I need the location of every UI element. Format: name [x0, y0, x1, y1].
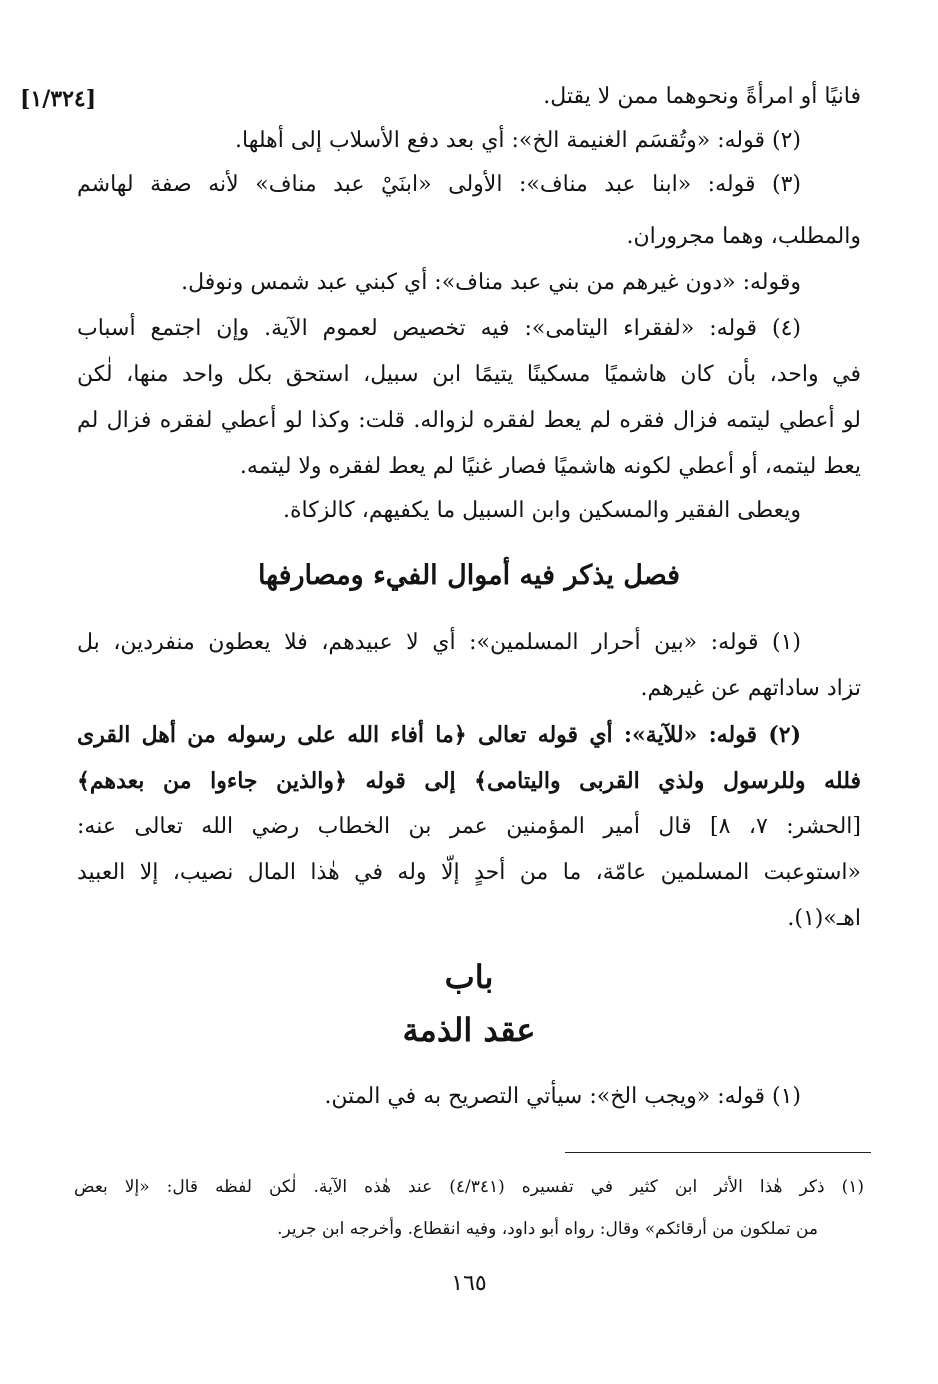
- section-line: (٢) قوله: «للآية»: أي قوله تعالى ﴿ما أفاء الله على رسوله من أهل القرى: [77, 722, 801, 748]
- section-line: [الحشر: ٧، ٨] قال أمير المؤمنين عمر بن الخطاب رضي الله تعالى عنه:: [77, 814, 862, 839]
- section-line: فلله وللرسول ولذي القربى واليتامى﴾ إلى قوله ﴿والذين جاءوا من بعدهم﴾: [77, 768, 861, 794]
- chapter-title: باب: [444, 958, 494, 996]
- body-line: لو أعطي ليتمه فزال فقره لم يعط لفقره لزواله. قلت: وكذا لو أعطي لفقره فزال لم: [77, 408, 861, 433]
- page-number: ١٦٥: [451, 1271, 487, 1296]
- body-line: فانيًا أو امرأةً ونحوهما ممن لا يقتل.: [543, 84, 861, 109]
- body-line: ويعطى الفقير والمسكين وابن السبيل ما يكفيهم، كالزكاة.: [283, 498, 801, 523]
- footnote-line: (١) ذكر هٰذا الأثر ابن كثير في تفسيره (٤/٣٤١) عند هٰذه الآية. لٰكن لفظه قال: «إلا بعض: [74, 1177, 864, 1197]
- chapter-line: (١) قوله: «ويجب الخ»: سيأتي التصريح به في المتن.: [324, 1084, 801, 1109]
- body-line: والمطلب، وهما مجروران.: [626, 224, 861, 249]
- section-line: (١) قوله: «بين أحرار المسلمين»: أي لا عبيدهم، فلا يعطون منفردين، بل: [77, 630, 802, 655]
- body-line: في واحد، بأن كان هاشميًا مسكينًا يتيمًا ابن سبيل، استحق بكل واحد منها، لٰكن: [77, 362, 861, 387]
- footnote-line: من تملكون من أرقائكم» وقال: رواه أبو داود، وفيه انقطاع. وأخرجه ابن جرير.: [277, 1219, 818, 1239]
- page-marker: [١/٣٢٤]: [20, 86, 97, 112]
- footnote-separator: [565, 1152, 871, 1153]
- body-line: وقوله: «دون غيرهم من بني عبد مناف»: أي كبني عبد شمس ونوفل.: [181, 270, 801, 295]
- section-line: تزاد ساداتهم عن غيرهم.: [640, 676, 861, 701]
- body-line: (٣) قوله: «ابنا عبد مناف»: الأولى «ابنَيْ عبد مناف» لأنه صفة لهاشم: [77, 172, 801, 197]
- section-line: اهـ»(١).: [787, 906, 861, 931]
- body-line: يعط ليتمه، أو أعطي لكونه هاشميًا فصار غنيًا لم يعط لفقره ولا ليتمه.: [239, 454, 861, 479]
- body-line: (٤) قوله: «لفقراء اليتامى»: فيه تخصيص لعموم الآية. وإن اجتمع أسباب: [77, 316, 801, 341]
- body-line: (٢) قوله: «وتُقسَم الغنيمة الخ»: أي بعد دفع الأسلاب إلى أهلها.: [235, 128, 801, 153]
- section-line: «استوعبت المسلمين عامّة، ما من أحدٍ إلّا وله في هٰذا المال نصيب، إلا العبيد: [77, 860, 861, 885]
- section-heading: فصل يذكر فيه أموال الفيء ومصارفها: [257, 560, 681, 591]
- chapter-subtitle: عقد الذمة: [402, 1011, 536, 1049]
